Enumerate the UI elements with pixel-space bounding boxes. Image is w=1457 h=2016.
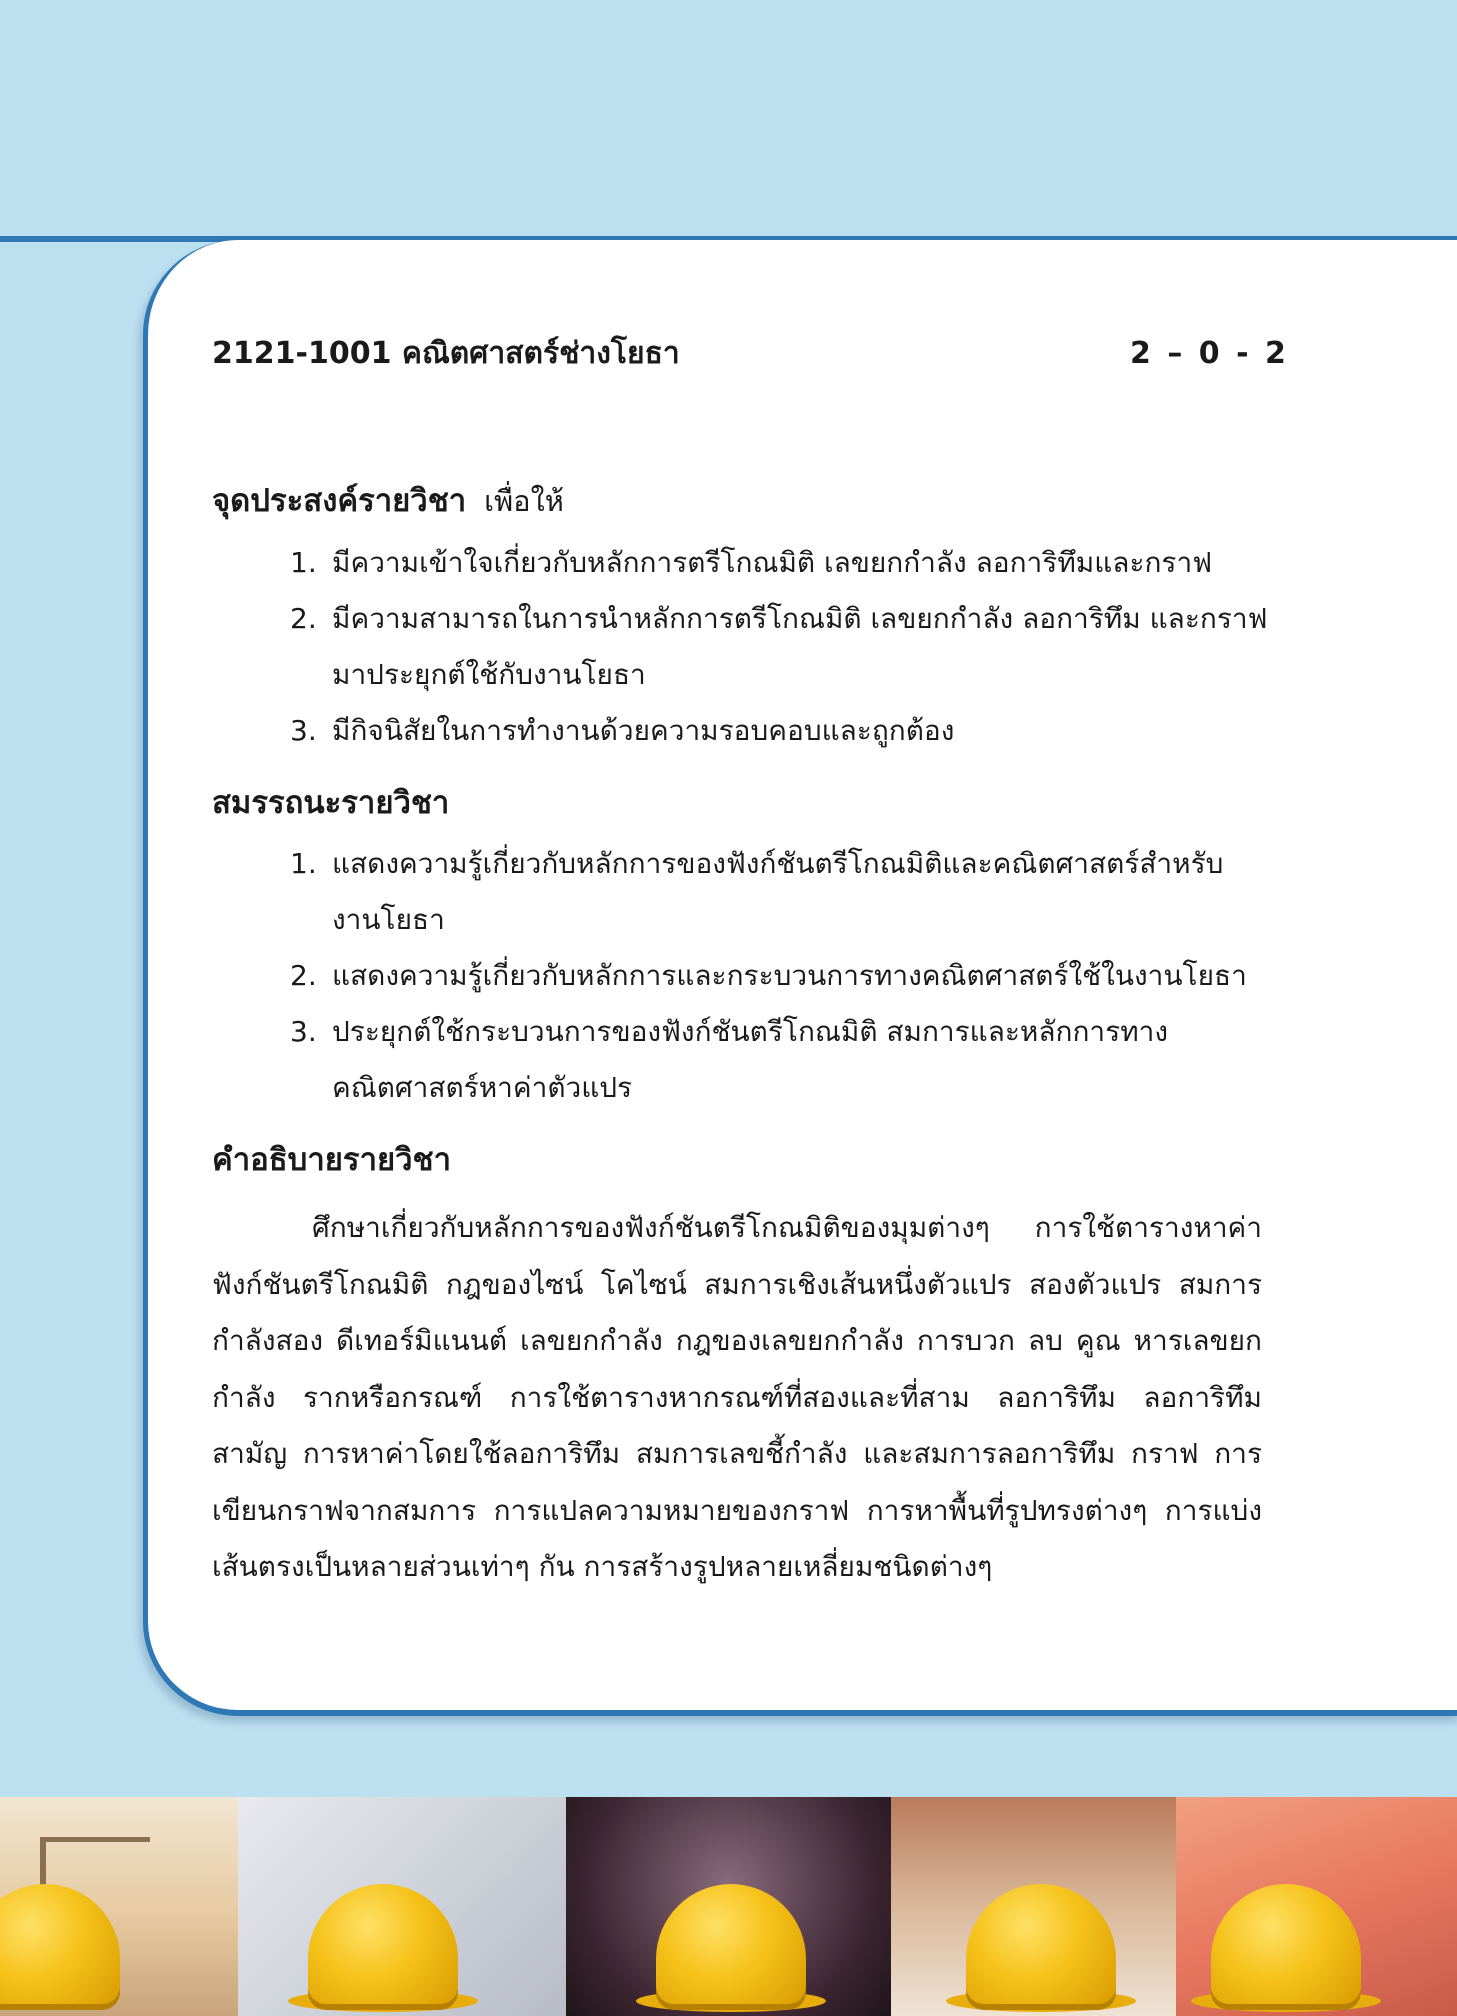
list-item-number: 2. <box>290 602 317 635</box>
list-item-number: 3. <box>290 714 317 747</box>
list-item <box>290 948 1270 1004</box>
construction-site-photo <box>0 1797 238 2016</box>
hard-hat-photo-5 <box>1176 1797 1457 2016</box>
list-item-number: 1. <box>290 847 317 880</box>
objectives-heading-label: จุดประสงค์รายวิชา <box>212 483 467 519</box>
list-item <box>290 535 1270 591</box>
list-item-text: มีกิจนิสัยในการทำงานด้วยความรอบคอบและถูกต้อง <box>332 714 955 747</box>
course-code-title: 2121-1001 คณิตศาสตร์ช่างโยธา <box>212 336 680 371</box>
list-item <box>290 591 1270 703</box>
list-item <box>290 703 1270 759</box>
list-item-number: 3. <box>290 1015 317 1048</box>
course-description-text: ศึกษาเกี่ยวกับหลักการของฟังก์ชันตรีโกณมิติของมุมต่างๆ การใช้ตารางหาค่าฟังก์ชันตรีโกณมิติ กฎของไซน์ โคไซน์ สมการเชิงเส้นหนึ่งตัวแปร สองตัวแปร สมการกำลังสอง ดีเทอร์มิแนนต์ เลขยกกำลัง กฎของเลขยกกำลัง การบวก ลบ คูณ หารเลขยกกำลัง รากหรือกรณฑ์ การใช้ตารางหากรณฑ์ที่สองและที่สาม ลอการิทึม ลอการิทึมสามัญ การหาค่าโดยใช้ลอการิทึม สมการเลขชี้กำลัง และสมการลอการิทึม กราฟ การเขียนกราฟจากสมการ การแปลความหมายของกราฟ การหาพื้นที่รูปทรงต่างๆ การแบ่งเส้นตรงเป็นหลายส่วนเท่าๆ กัน การสร้างรูปหลายเหลี่ยมชนิดต่างๆ <box>212 1211 1262 1583</box>
list-item-text: แสดงความรู้เกี่ยวกับหลักการและกระบวนการทางคณิตศาสตร์ใช้ในงานโยธา <box>332 959 1247 992</box>
list-item-text: มีความสามารถในการนำหลักการตรีโกณมิติ เลขยกกำลัง ลอการิทึม และกราฟมาประยุกต์ใช้กับงานโยธา <box>332 602 1268 691</box>
list-item-text: แสดงความรู้เกี่ยวกับหลักการของฟังก์ชันตรีโกณมิติและคณิตศาสตร์สำหรับงานโยธา <box>332 847 1224 936</box>
objectives-heading-suffix: เพื่อให้ <box>484 484 564 518</box>
list-item <box>290 836 1270 948</box>
competencies-list <box>290 836 1270 1116</box>
construction-photo-strip <box>0 1797 1457 2016</box>
competencies-heading: สมรรถนะรายวิชา <box>212 785 450 821</box>
hard-hat-icon <box>656 1884 806 2004</box>
list-item-number: 2. <box>290 959 317 992</box>
description-heading: คำอธิบายรายวิชา <box>212 1142 452 1178</box>
hard-hat-icon <box>0 1884 120 2004</box>
objectives-heading <box>212 478 564 524</box>
list-item <box>290 1004 1270 1116</box>
list-item-text: ประยุกต์ใช้กระบวนการของฟังก์ชันตรีโกณมิติ สมการและหลักการทางคณิตศาสตร์หาค่าตัวแปร <box>332 1015 1169 1104</box>
list-item-text: มีความเข้าใจเกี่ยวกับหลักการตรีโกณมิติ เลขยกกำลัง ลอการิทึมและกราฟ <box>332 546 1213 579</box>
hard-hat-icon <box>1211 1884 1361 2004</box>
list-item-number: 1. <box>290 546 317 579</box>
hard-hat-photo-2 <box>238 1797 566 2016</box>
hard-hat-icon <box>308 1884 458 2004</box>
hard-hat-icon <box>966 1884 1116 2004</box>
objectives-list <box>290 535 1270 759</box>
hard-hat-photo-3 <box>566 1797 891 2016</box>
course-credits: 2 – 0 - 2 <box>1130 336 1289 371</box>
hard-hat-photo-4 <box>891 1797 1176 2016</box>
